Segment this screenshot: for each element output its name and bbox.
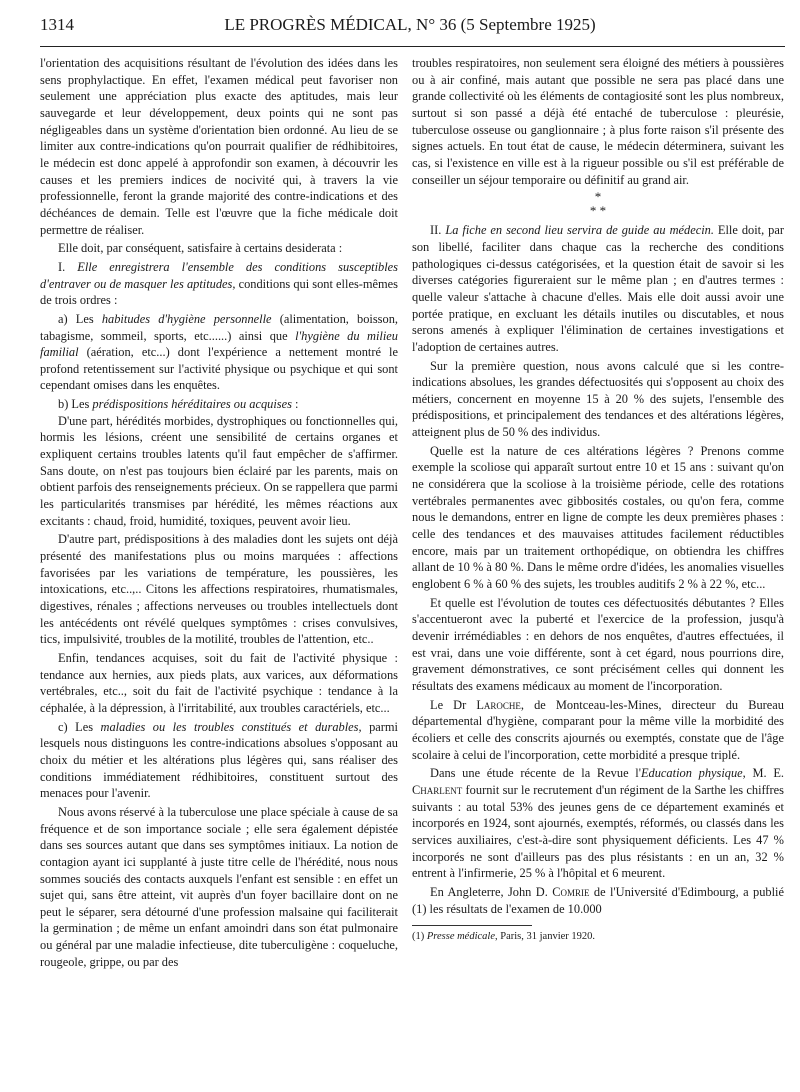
paragraph-item-c: c) Les maladies ou les troubles constitués et durables, parmi lesquels nous distinguons les contre-indications absolues s'opposant au choix du métier et les altérations plus légères qui, sans réaliser des conditions immédiatement rédhibitoires, constituent surtout des menaces pour l'avenir. bbox=[40, 719, 398, 801]
right-column bbox=[412, 55, 784, 943]
paragraph: Enfin, tendances acquises, soit du fait de l'activité physique : tendance aux hernies, aux pieds plats, aux varices, aux déformations vertébrales, etc.., soit du fait de l'activité psychique : tendance à la céphalée, à la dépression, à l'irritabilité, aux troubles caractériels, etc... bbox=[40, 650, 398, 715]
paragraph: Le Dr Laroche, de Montceau-les-Mines, directeur du Bureau départemental d'hygiène, comparant pour la même ville la morbidité des écoliers et celle des conscrits ajournés ou exemptés, constate que de l'âge scolaire à celui de l'incorporation, cette morbidité a presque triplé. bbox=[412, 697, 784, 762]
page-number: 1314 bbox=[40, 15, 74, 34]
footnote-rule bbox=[412, 925, 532, 926]
journal-title: LE PROGRÈS MÉDICAL, N° 36 (5 Septembre 1925) bbox=[224, 15, 596, 34]
paragraph-item-a: a) Les habitudes d'hygiène personnelle (alimentation, boisson, tabagisme, sommeil, sports, etc......) ainsi que l'hygiène du milieu familial (aération, etc...) dont l'expérience a nettement montré le profond retentissement sur l'activité physique ou psychique et qui sont cependant omises dans les enquêtes. bbox=[40, 311, 398, 393]
running-header bbox=[40, 4, 780, 44]
paragraph: l'orientation des acquisitions résultant de l'évolution des idées dans les sens prophylactique. En effet, l'examen médical peut favoriser non seulement une appréciation plus exacte des aptitudes, mais leur sauvegarde et leur développement, deux points qui ne sont pas négligeables dans un système d'orientation bien ordonné. Au lieu de se limiter aux contre-indications qu'on pourrait qualifier de rédhibitoires, le médecin est donc appelé à approfondir son examen, à découvrir les causes et les premiers indices de nocivité qui, à travers la vie professionnelle, feront la grande majorité des contre-indications et des déchéances de demain. Telle est l'œuvre que la fiche médicale doit permettre de réaliser. bbox=[40, 56, 398, 237]
paragraph: Elle doit, par conséquent, satisfaire à certains desiderata : bbox=[58, 241, 343, 256]
paragraph: D'autre part, prédispositions à des maladies dont les sujets ont déjà présenté des manifestations plus ou moins marquées : affections favorisées par les variations de température, les poussières, les intoxications, etc..,.. Citons les affections respiratoires, rhumatismales, digestives, rénales ; affections nerveuses ou troubles intellectuels dont les antécédents ont révélé quelques symptômes : crises convulsives, tics, impulsivité, troubles de la motilité, troubles de l'attention, etc.. bbox=[40, 532, 398, 647]
paragraph: Sur la première question, nous avons calculé que si les contre-indications absolues, les grandes défectuosités qui s'opposent au choix des métiers, concernent en moyenne 15 à 20 % des sujets, l'ensemble des prédispositions, et principalement des tendances et des altérations légères, atteignent plus de 50 % des individus. bbox=[412, 358, 784, 440]
paragraph: En Angleterre, John D. Comrie de l'Université d'Edimbourg, a publié (1) les résultats de l'examen de 10.000 bbox=[412, 884, 784, 916]
paragraph: D'une part, hérédités morbides, dystrophiques ou fonctionnelles qui, hormis les lésions, créent une sensibilité de certains organes et expliquent certains troubles latents qu'il faut empêcher de s'affirmer. Sans doute, on n'est pas toujours bien éclairé par les parents, mais on obtient parfois des renseignements précieux. On se rappellera que parmi les particularités transmises par hérédité, les mêmes réactions aux excitants : chaud, froid, humidité, toxiques, peuvent avoir lieu. bbox=[40, 413, 398, 528]
left-column bbox=[40, 55, 398, 970]
paragraph-item-b: b) Les prédispositions héréditaires ou acquises : bbox=[58, 397, 299, 412]
header-rule bbox=[40, 46, 785, 47]
asterism-divider: * * * bbox=[589, 189, 607, 219]
paragraph: Et quelle est l'évolution de toutes ces défectuosités débutantes ? Elles s'accentueront avec la puberté et l'exercice de la profession, jusqu'à devenir irrémédiables : en dehors de nos enquêtes, d'autres effectuées, il est vrai, dans une voie différente, sont à cet égard, nous pourrions dire, gravement démonstratives, ce sont précisément celles qui donnent les résultats des examens médicaux au moment de l'incorporation. bbox=[412, 595, 784, 693]
paragraph-section-one: I. Elle enregistrera l'ensemble des conditions susceptibles d'entraver ou de masquer les aptitudes, conditions qui sont elles-mêmes de trois ordres : bbox=[40, 259, 399, 308]
paragraph: troubles respiratoires, non seulement sera éloigné des métiers à poussières ou à air confiné, mais autant que possible ne sera pas placé dans une grande collectivité où les éléments de contagiosité sont les plus nombreux, surtout si son passé a déjà été entaché de tuberculose : pleurésie, tuberculose osseuse ou ganglionnaire ; à plus forte raison s'il présente des signes actuels. En tout état de cause, le médecin déterminera, suivant les cas, si l'existence en ville est à la rigueur possible ou s'il est préférable de conseiller un séjour temporaire ou définitif au grand air. bbox=[412, 56, 784, 187]
paragraph: Nous avons réservé à la tuberculose une place spéciale à cause de sa fréquence et de son importance sociale ; elle sera également dépistée dans ses sources autant que dans ses symptômes initiaux. La notion de contagion ayant ici supplanté à juste titre celle de l'hérédité, nous nous sommes souciés des contacts auxquels l'enfant est sensible : en effet un sujet qui, sans être atteint, vit auprès d'un foyer bacillaire dont on ne peut le séparer, sera détourné d'une profession malsaine qui faciliterait la germination ; de même un enfant amoindri dans son état pulmonaire ou général par une maladie infectieuse, dite tuberculigène : coqueluche, rougeole, grippe, ou par des bbox=[40, 804, 398, 969]
paragraph: Quelle est la nature de ces altérations légères ? Prenons comme exemple la scoliose qui apparaît surtout entre 10 et 15 ans : suivant qu'on ne considérera que la scoliose à la troisième période, celle des rotations vertébrales permanentes avec gibbosités costales, ou qu'on fera, comme nous le demandons, entrer en ligne de compte les deux premières phases : celle des tendances et des mauvaises attitudes facilement réductibles encore, mais par un traitement orthopédique, on obtiendra les chiffres allant de 10 % à 80 %. Dans le même ordre d'idées, les anomalies visuelles englobent 6 % à 60 % des sujets, les troubles auditifs 2 % à 22 %, etc... bbox=[412, 443, 784, 592]
paragraph-section-two: II. La fiche en second lieu servira de guide au médecin. Elle doit, par son libellé, faciliter dans chaque cas la recherche des conditions pathologiques ci-dessus catégorisées, et la question était de savoir si les diverses catégories figureraient sur le même plan ; en d'autres termes : quelle valeur s'attache à chacune d'elles. Mais elle doit aussi avoir une portée pratique, en excluant les détails inutiles ou discutables, et nous serons amenés à expliquer l'élimination de certaines investigations et l'adoption de certaines autres. bbox=[412, 223, 784, 354]
footnote: (1) Presse médicale, Paris, 31 janvier 1920. bbox=[412, 931, 596, 943]
paragraph: Dans une étude récente de la Revue l'Education physique, M. E. Charlent fournit sur le recrutement d'un régiment de la Sarthe les chiffres suivants : au total 53% des jeunes gens de ce département examinés et incorporés en 1924, sont ajournés, exemptés, réformés, ou classés dans les services auxiliaires, c'est-à-dire sont physiquement déficients. Les 47 % incorporés ne sont d'ailleurs pas des plus résistants : en un an, 32 % entrent à l'infirmerie, 25 % à l'hôpital et 6 meurent. bbox=[412, 766, 784, 881]
